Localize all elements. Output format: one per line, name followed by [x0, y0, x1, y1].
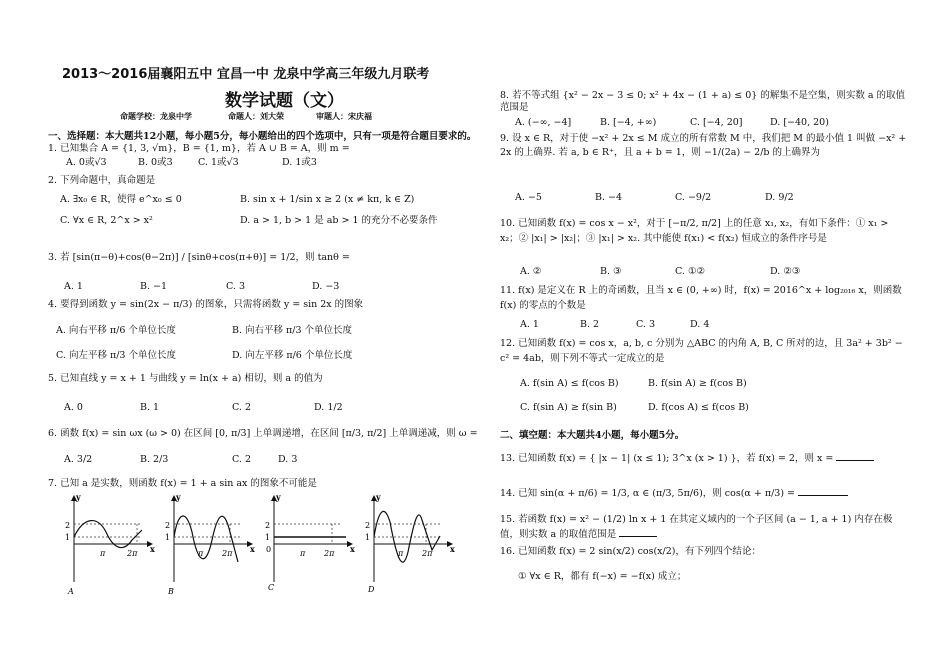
- q11-option-d: D. 4: [690, 319, 710, 330]
- q10-option-c: C. ①②: [675, 266, 706, 277]
- question-6-stem: 6. 函数 f(x) = sin ωx (ω > 0) 在区间 [0, π/3] 上单调递增，在区间 [π/3, π/2] 上单调递减，则 ω =: [48, 428, 478, 439]
- q12-option-a: A. f(sin A) ≤ f(cos B): [520, 378, 619, 389]
- q7-graph-a: [65, 492, 155, 596]
- q9-option-d: D. 9/2: [765, 192, 794, 203]
- q12-option-b: B. f(sin A) ≥ f(cos B): [648, 378, 747, 389]
- q7-a-tick-2: 2: [65, 521, 71, 530]
- q3-option-a: A. 1: [64, 281, 83, 292]
- q7-b-tick-pi: π: [198, 549, 204, 558]
- q7-c-tick-1: 1: [265, 533, 271, 542]
- q7-d-tick-1: 1: [365, 533, 371, 542]
- q5-option-a: A. 0: [64, 402, 83, 413]
- reviewer-label: 审题人：宋庆福: [316, 111, 372, 121]
- q7-a-axis-x: x: [150, 544, 155, 554]
- q8-option-c: C. [−4, 20]: [690, 117, 743, 128]
- q9-option-c: C. −9/2: [675, 192, 712, 203]
- section-heading-fill: 二、填空题：本大题共4小题，每小题5分。: [500, 430, 685, 441]
- question-11-stem: 11. f(x) 是定义在 R 上的奇函数，且当 x ∈ (0, +∞) 时，f(x) = 2016^x + log₂₀₁₆ x，则函数 f(x) 的零点的个数是: [500, 285, 902, 311]
- q7-graph-d-label: D: [368, 585, 375, 594]
- q3-option-c: C. 3: [226, 281, 246, 292]
- question-8-stem: 8. 若不等式组 {x² − 2x − 3 ≤ 0; x² + 4x − (1 + a) ≤ 0} 的解集不是空集，则实数 a 的取值范围是: [500, 90, 906, 113]
- question-14-stem: [500, 486, 848, 500]
- q7-d-tick-pi: π: [398, 549, 404, 558]
- q7-b-tick-1: 1: [165, 533, 171, 542]
- q1-option-a: A. 0或√3: [66, 157, 107, 168]
- q11-option-c: C. 3: [636, 319, 656, 330]
- school-label: 命题学校：龙泉中学: [120, 111, 192, 121]
- q7-graph-c-label: C: [268, 583, 275, 592]
- q13-text: 13. 已知函数 f(x) = { |x − 1| (x ≤ 1); 3^x (x > 1) }，若 f(x) = 2，则 x =: [500, 453, 834, 464]
- q14-text: 14. 已知 sin(α + π/6) = 1/3, α ∈ (π/3, 5π/6)，则 cos(α + π/3) =: [500, 488, 796, 499]
- q7-b-axis-y: y: [176, 492, 181, 502]
- q14-answer-blank[interactable]: [798, 486, 848, 496]
- q7-d-tick-2: 2: [365, 521, 371, 530]
- q7-graph-b: [165, 492, 255, 596]
- q4-option-d: D. 向左平移 π/6 个单位长度: [232, 350, 353, 361]
- section-heading-choice: 一、选择题：本大题共12小题，每小题5分，每小题给出的四个选项中，只有一项是符合题目要求的。: [48, 131, 477, 142]
- q7-c-tick-2pi: 2π: [324, 549, 335, 558]
- q7-a-axis-y: y: [76, 492, 81, 502]
- q7-a-tick-2pi: 2π: [127, 549, 138, 558]
- q15-answer-blank[interactable]: [619, 527, 657, 537]
- q7-b-tick-2: 2: [165, 521, 171, 530]
- q11-option-b: B. 2: [580, 319, 600, 330]
- q2-option-c: C. ∀x ∈ R, 2^x > x²: [60, 215, 153, 226]
- q1-option-b: B. 0或3: [138, 157, 173, 168]
- q1-option-d: D. 1或3: [282, 157, 317, 168]
- question-16-stem: 16. 已知函数 f(x) = 2 sin(x/2) cos(x/2)，有下列四个结论：: [500, 546, 761, 557]
- q5-option-c: C. 2: [232, 402, 252, 413]
- q2-option-a: A. ∃x₀ ∈ R，使得 e^x₀ ≤ 0: [60, 194, 182, 205]
- q8-option-b: B. [−4, +∞): [600, 117, 657, 128]
- q12-option-d: D. f(cos A) ≤ f(cos B): [648, 402, 749, 413]
- q3-option-d: D. −3: [312, 281, 340, 292]
- q4-option-c: C. 向左平移 π/3 个单位长度: [56, 350, 176, 361]
- q15-text: 15. 若函数 f(x) = x² − (1/2) ln x + 1 在其定义域内的一个子区间 (a − 1, a + 1) 内存在极值，则实数 a 的取值范围是: [500, 514, 893, 540]
- q7-d-axis-x: x: [450, 544, 455, 554]
- author-label: 命题人：刘大荣: [228, 111, 284, 121]
- q12-option-c: C. f(sin A) ≥ f(sin B): [520, 402, 617, 413]
- q7-b-axis-x: x: [250, 544, 255, 554]
- q7-d-axis-y: y: [376, 492, 381, 502]
- q1-option-c: C. 1或√3: [198, 157, 239, 168]
- q7-c-tick-pi: π: [300, 549, 306, 558]
- q5-option-d: D. 1/2: [314, 402, 343, 413]
- q8-option-a: A. (−∞, −4]: [515, 117, 572, 128]
- q7-a-tick-pi: π: [100, 549, 106, 558]
- q11-option-a: A. 1: [520, 319, 539, 330]
- q7-graphs: [60, 492, 460, 600]
- q6-option-c: C. 2: [232, 454, 252, 465]
- q13-answer-blank[interactable]: [836, 451, 874, 461]
- q6-option-a: A. 3/2: [64, 454, 93, 465]
- q2-option-d: D. a > 1, b > 1 是 ab > 1 的充分不必要条件: [240, 215, 438, 226]
- q7-graph-b-label: B: [168, 587, 174, 596]
- q6-option-d: D. 3: [278, 454, 298, 465]
- q7-graph-d: [365, 492, 455, 594]
- q8-option-d: D. [−40, 20): [770, 117, 829, 128]
- q10-option-d: D. ②③: [770, 266, 801, 277]
- question-5-stem: 5. 已知直线 y = x + 1 与曲线 y = ln(x + a) 相切，则 a 的值为: [48, 373, 323, 384]
- q16-statement-1: ① ∀x ∈ R，都有 f(−x) = −f(x) 成立；: [518, 571, 687, 582]
- q7-graph-a-label: A: [68, 587, 74, 596]
- question-13-stem: [500, 451, 874, 465]
- q7-c-axis-x: x: [350, 544, 355, 554]
- q7-b-tick-2pi: 2π: [222, 549, 233, 558]
- q5-option-b: B. 1: [140, 402, 160, 413]
- q2-option-b: B. sin x + 1/sin x ≥ 2 (x ≠ kπ, k ∈ Z): [240, 194, 415, 205]
- question-15-stem: [500, 512, 910, 542]
- q10-option-b: B. ③: [600, 266, 622, 277]
- question-2-stem: 2. 下列命题中，真命题是: [48, 175, 156, 186]
- question-1-stem: 1. 已知集合 A = {1, 3, √m}，B = {1, m}，若 A ∪ B = A，则 m =: [48, 143, 350, 154]
- exam-title: 2013～2016届襄阳五中 宜昌一中 龙泉中学高三年级九月联考: [62, 67, 430, 82]
- q4-option-b: B. 向右平移 π/3 个单位长度: [232, 325, 353, 336]
- question-10-stem: 10. 已知函数 f(x) = cos x − x²，对于 [−π/2, π/2] 上的任意 x₁, x₂，有如下条件：① x₁ > x₂；② |x₁| > |x₂|；③ |x₁| > x₂. 其中能使 f(x₁) < f(x₂) 恒成立的条件序号是: [500, 218, 889, 244]
- q7-d-tick-2pi: 2π: [422, 549, 433, 558]
- q3-option-b: B. −1: [140, 281, 168, 292]
- q9-option-a: A. −5: [515, 192, 542, 203]
- q7-c-axis-y: y: [276, 492, 281, 502]
- question-4-stem: 4. 要得到函数 y = sin(2x − π/3) 的图象，只需将函数 y = sin 2x 的图象: [48, 299, 364, 310]
- q7-graph-c: [265, 492, 355, 592]
- q6-option-b: B. 2/3: [140, 454, 169, 465]
- q7-c-origin: 0: [266, 545, 272, 554]
- question-7-stem: 7. 已知 a 是实数，则函数 f(x) = 1 + a sin ax 的图象不可能是: [48, 478, 317, 489]
- exam-subtitle: 数学试题（文）: [225, 91, 344, 111]
- question-12-stem: 12. 已知函数 f(x) = cos x，a, b, c 分别为 △ABC 的内角 A, B, C 所对的边，且 3a² + 3b² − c² = 4ab，则下列不等式一定成立的是: [500, 338, 903, 364]
- q7-a-tick-1: 1: [65, 533, 71, 542]
- q7-c-tick-2: 2: [265, 521, 271, 530]
- q10-option-a: A. ②: [520, 266, 542, 277]
- q4-option-a: A. 向右平移 π/6 个单位长度: [56, 325, 176, 336]
- question-9-stem: 9. 设 x ∈ R，对于使 −x² + 2x ≤ M 成立的所有常数 M 中，我们把 M 的最小值 1 叫做 −x² + 2x 的上确界. 若 a, b ∈ R⁺，且 a + b = 1，则 −1/(2a) − 2/b 的上确界为: [500, 133, 907, 158]
- q9-option-b: B. −4: [595, 192, 623, 203]
- question-3-stem: 3. 若 [sin(π−θ)+cos(θ−2π)] / [sinθ+cos(π+θ)] = 1/2，则 tanθ =: [48, 252, 350, 263]
